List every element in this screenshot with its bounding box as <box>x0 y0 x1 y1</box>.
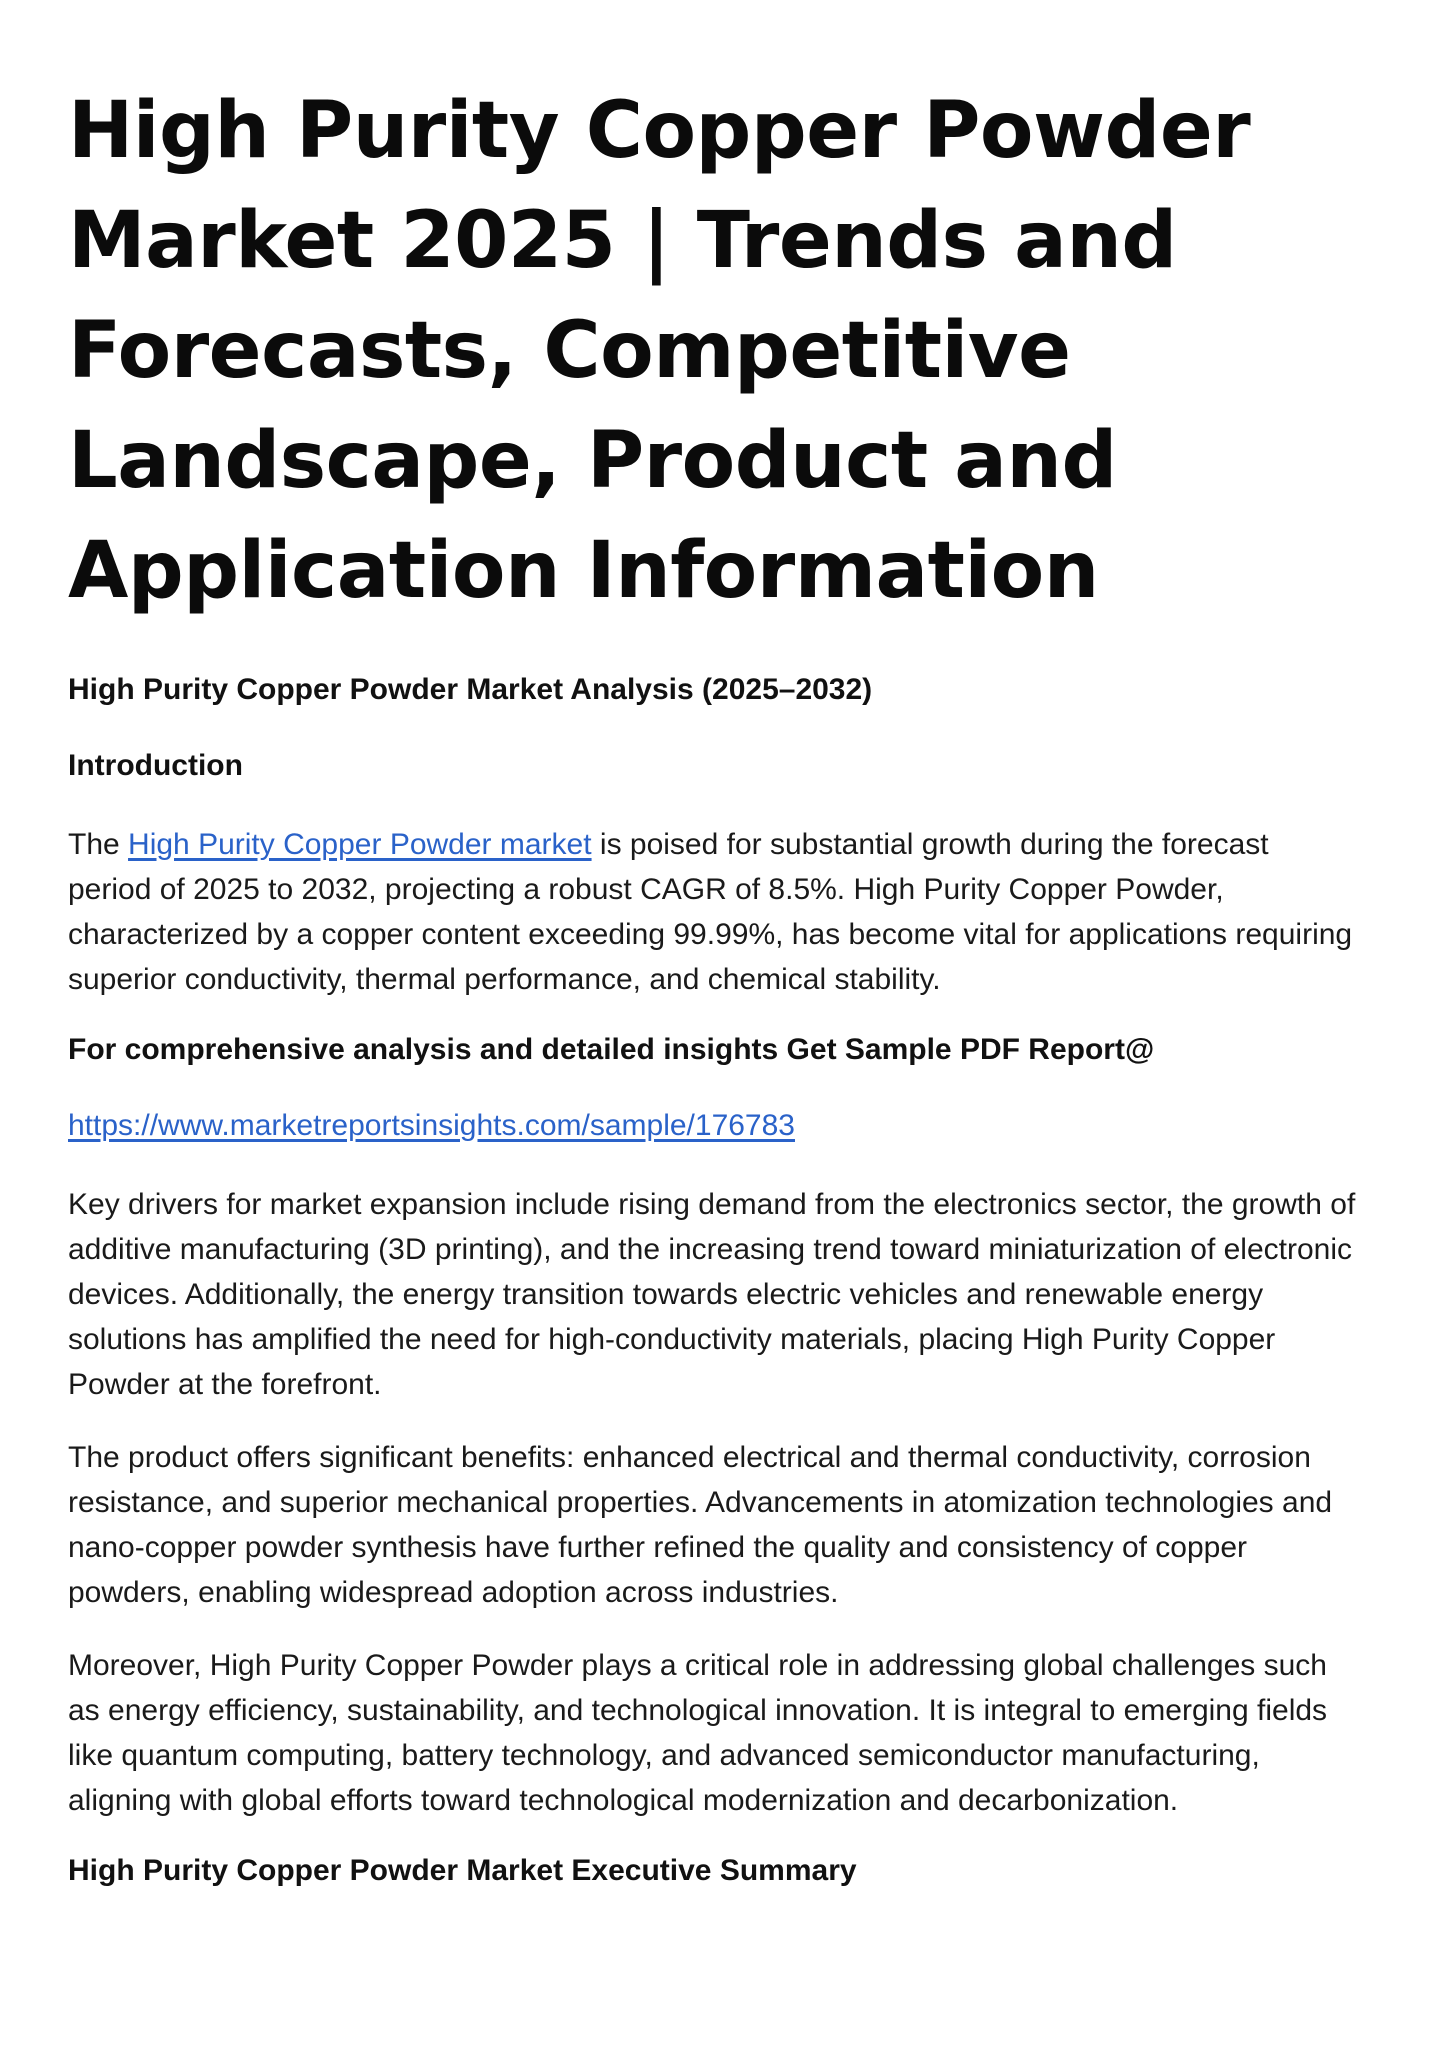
sample-url-line <box>68 1106 1359 1146</box>
sample-report-link[interactable]: https://www.marketreportsinsights.com/sample/176783 <box>68 1109 795 1142</box>
introduction-heading: Introduction <box>68 749 243 782</box>
sample-report-heading: For comprehensive analysis and detailed insights Get Sample PDF Report@ <box>68 1033 1155 1066</box>
document-title: High Purity Copper Powder Market 2025 | Trends and Forecasts, Competitive Landscape, Product and Application Information <box>68 86 1251 616</box>
intro-text-before-link: The <box>68 828 129 861</box>
global-challenges-paragraph: Moreover, High Purity Copper Powder plays a critical role in addressing global challenges such as energy efficiency, sustainability, and technological innovation. It is integral to emerging fields like quantum computing, battery technology, and advanced semiconductor manufacturing, aligning with global efforts toward technological modernization and decarbonization. <box>68 1649 1328 1817</box>
intro-text-after-link: is poised for substantial growth during the forecast period of 2025 to 2032, projecting a robust CAGR of 8.5%. High Purity Copper Powder, characterized by a copper content exceeding 99.99%, has become vital for applications requiring superior conductivity, thermal performance, and chemical stability. <box>68 828 1353 996</box>
market-analysis-subtitle: High Purity Copper Powder Market Analysis (2025–2032) <box>68 673 873 706</box>
executive-summary-heading: High Purity Copper Powder Market Executive Summary <box>68 1854 857 1887</box>
product-benefits-paragraph: The product offers significant benefits: enhanced electrical and thermal conductivity, corrosion resistance, and superior mechanical properties. Advancements in atomization technologies and nano-copper powder synthesis have further refined the quality and consistency of copper powders, enabling widespread adoption across industries. <box>68 1441 1333 1609</box>
intro-paragraph <box>68 822 1359 1002</box>
key-drivers-paragraph: Key drivers for market expansion include rising demand from the electronics sector, the growth of additive manufacturing (3D printing), and the increasing trend toward miniaturization of electronic devices. Additionally, the energy transition towards electric vehicles and renewable energy solutions has amplified the need for high-conductivity materials, placing High Purity Copper Powder at the forefront. <box>68 1188 1356 1401</box>
market-link[interactable]: High Purity Copper Powder market <box>128 828 592 861</box>
